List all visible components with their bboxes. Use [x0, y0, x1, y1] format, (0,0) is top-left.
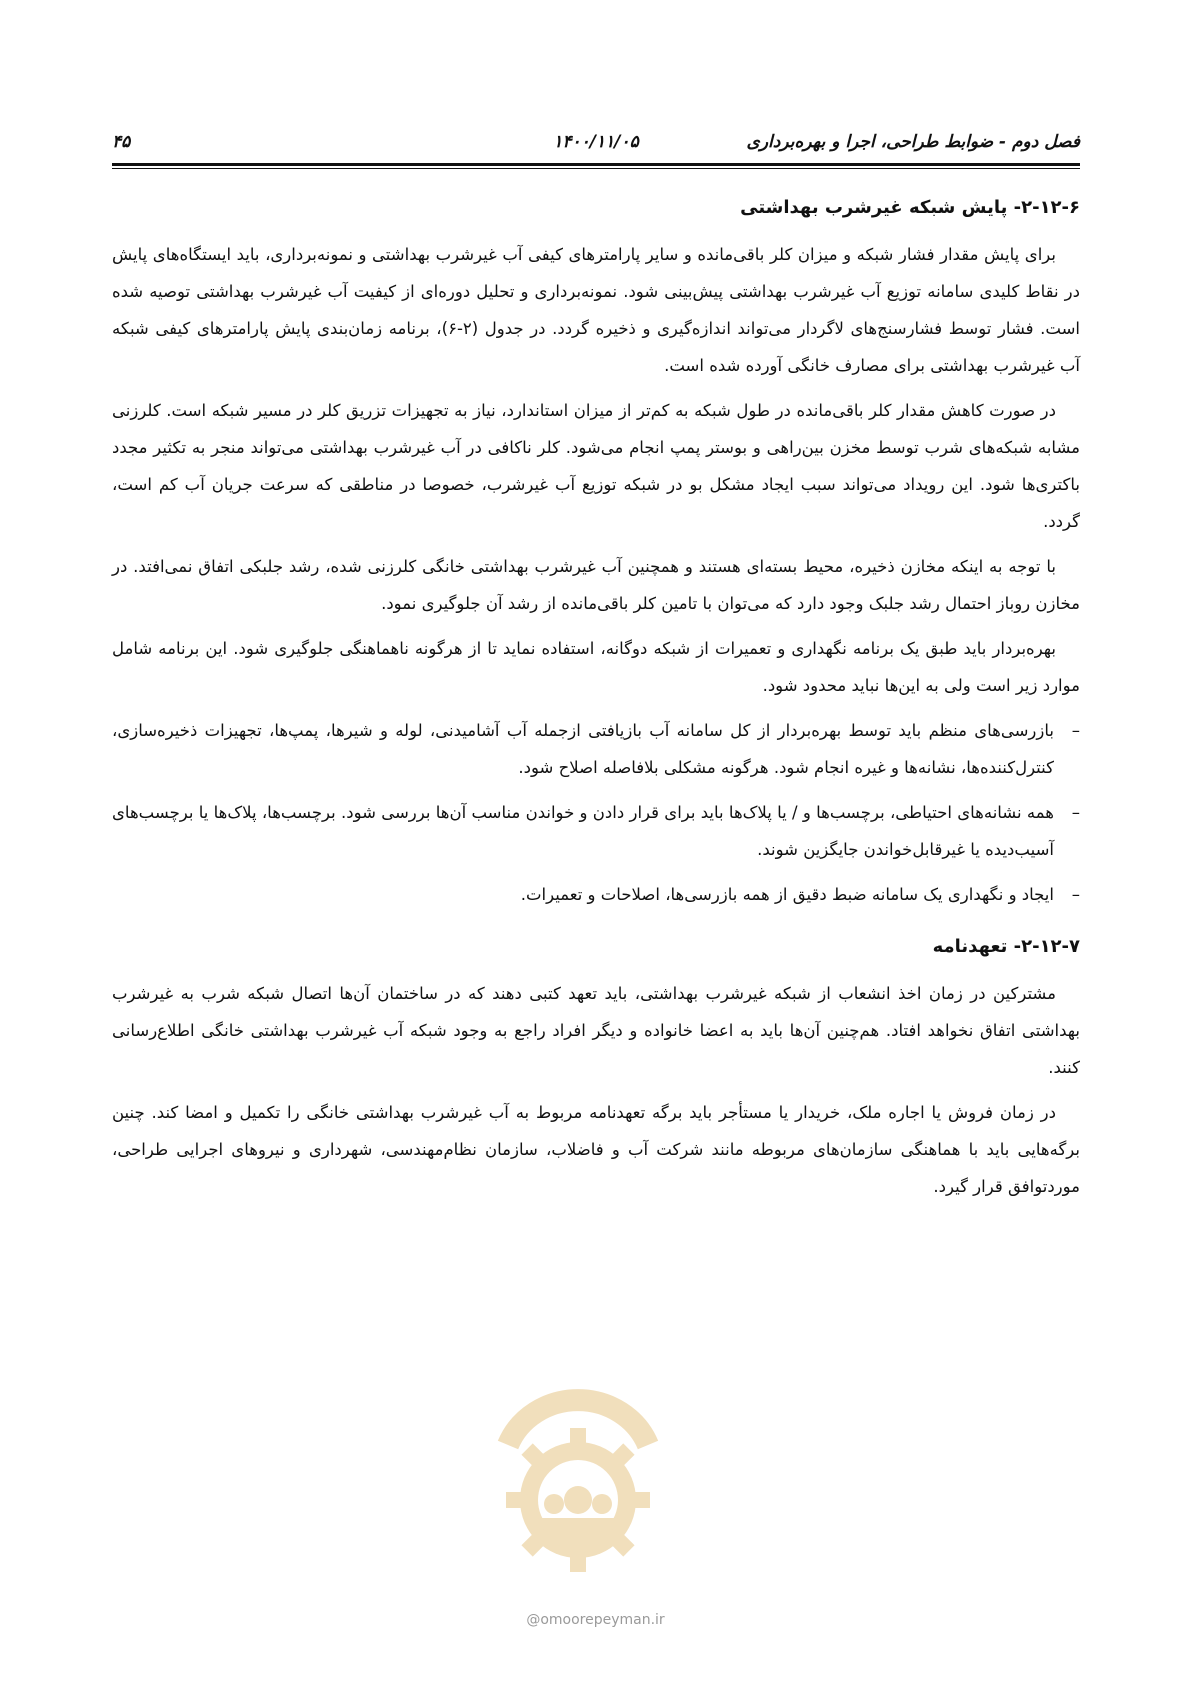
paragraph: مشترکین در زمان اخذ انشعاب از شبکه غیرشرب بهداشتی، باید تعهد کتبی دهند که در ساختمان آن‌ها اتصال شبکه شرب به غیرشرب بهداشتی اتفاق نخواهد افتاد. هم‌چنین آن‌ها باید به اعضا خانواده و دیگر افراد راجع به وجود شبکه آب غیرشرب بهداشتی خانگی اطلاع‌رسانی کنند. — [112, 984, 1080, 1077]
header-rule-thick — [112, 163, 1080, 166]
list-item — [112, 712, 1080, 786]
paragraph: با توجه به اینکه مخازن ذخیره، محیط بسته‌ای هستند و همچنین آب غیرشرب بهداشتی خانگی کلرزنی شده، رشد جلبکی اتفاق نمی‌افتد. در مخازن روباز احتمال رشد جلبک وجود دارد که می‌توان با تامین کلر باقی‌مانده از رشد آن جلوگیری نمود. — [112, 557, 1080, 613]
list-item — [112, 794, 1080, 868]
list-item-text: ایجاد و نگهداری یک سامانه ضبط دقیق از همه بازرسی‌ها، اصلاحات و تعمیرات. — [520, 885, 1054, 904]
header-rule-thin — [112, 168, 1080, 169]
paragraph: در زمان فروش یا اجاره ملک، خریدار یا مستأجر باید برگه تعهدنامه مربوط به آب غیرشرب بهداشتی خانگی را تکمیل و امضا کند. چنین برگه‌هایی باید با هماهنگی سازمان‌های مربوطه مانند شرکت آب و فاضلاب، سازمان نظام‌مهندسی، شهرداری و نیروهای اجرایی طراحی، موردتوافق قرار گیرد. — [112, 1103, 1080, 1196]
paragraph: بهره‌بردار باید طبق یک برنامه نگهداری و تعمیرات از شبکه دوگانه، استفاده نماید تا از هرگونه ناهماهنگی جلوگیری شود. این برنامه شامل موارد زیر است ولی به این‌ها نباید محدود شود. — [112, 639, 1080, 695]
paragraph: برای پایش مقدار فشار شبکه و میزان کلر باقی‌مانده و سایر پارامترهای کیفی آب غیرشرب بهداشتی و نمونه‌برداری، باید ایستگاه‌های پایش در نقاط کلیدی سامانه توزیع آب غیرشرب بهداشتی پیش‌بینی شود. نمونه‌برداری و تحلیل دوره‌ای از کیفیت آب غیرشرب بهداشتی توصیه شده است. فشار توسط فشارسنج‌های لاگردار می‌تواند اندازه‌گیری و ذخیره گردد. در جدول (۲-۶)، برنامه زمان‌بندی پایش پارامترهای کیفی شبکه آب غیرشرب بهداشتی برای مصارف خانگی آورده شده است. — [112, 245, 1080, 375]
bullet-dash: – — [1071, 885, 1080, 904]
header-date: ۱۴۰۰/۱۱/۰۵ — [553, 132, 639, 152]
page-number: ۴۵ — [112, 132, 131, 152]
chapter-title: فصل دوم - ضوابط طراحی، اجرا و بهره‌برداری — [746, 132, 1080, 152]
bullet-dash: – — [1071, 803, 1080, 822]
list-item-text: بازرسی‌های منظم باید توسط بهره‌بردار از کل سامانه آب بازیافتی ازجمله آب آشامیدنی، لوله و شیرها، پمپ‌ها، تجهیزات ذخیره‌سازی، کنترل‌کننده‌ها، نشانه‌ها و غیره انجام شود. هرگونه مشکلی بلافاصله اصلاح شود. — [112, 721, 1054, 777]
gear-logo-icon — [468, 1375, 688, 1575]
page-header — [112, 132, 1080, 162]
paragraph: در صورت کاهش مقدار کلر باقی‌مانده در طول شبکه به کم‌تر از میزان استاندارد، نیاز به تجهیزات تزریق کلر در مسیر شبکه است. کلرزنی مشابه شبکه‌های شرب توسط مخزن بین‌راهی و بوستر پمپ انجام می‌شود. کلر ناکافی در آب غیرشرب بهداشتی می‌تواند منجر به تکثیر مجدد باکتری‌ها شود. این رویداد می‌تواند سبب ایجاد مشکل بو در شبکه توزیع آب غیرشرب، خصوصا در مناطقی که سرعت جریان آب کم است، گردد. — [112, 401, 1080, 531]
website-watermark: @omoorepeyman.ir — [526, 1612, 665, 1628]
section-heading-commitment: ۲-۱۲-۷- تعهدنامه — [932, 936, 1080, 957]
section-heading-monitoring: ۲-۱۲-۶- پایش شبکه غیرشرب بهداشتی — [740, 197, 1080, 218]
watermark-logo — [468, 1375, 688, 1575]
list-item — [112, 876, 1080, 913]
list-item-text: همه نشانه‌های احتیاطی، برچسب‌ها و / یا پلاک‌ها باید برای قرار دادن و خواندن مناسب آن‌ها بررسی شود. برچسب‌ها، پلاک‌ها یا برچسب‌های آسیب‌دیده یا غیرقابل‌خواندن جایگزین شوند. — [112, 803, 1054, 859]
bullet-dash: – — [1071, 721, 1080, 740]
bullet-list — [112, 712, 1080, 913]
main-content — [112, 188, 1080, 1213]
